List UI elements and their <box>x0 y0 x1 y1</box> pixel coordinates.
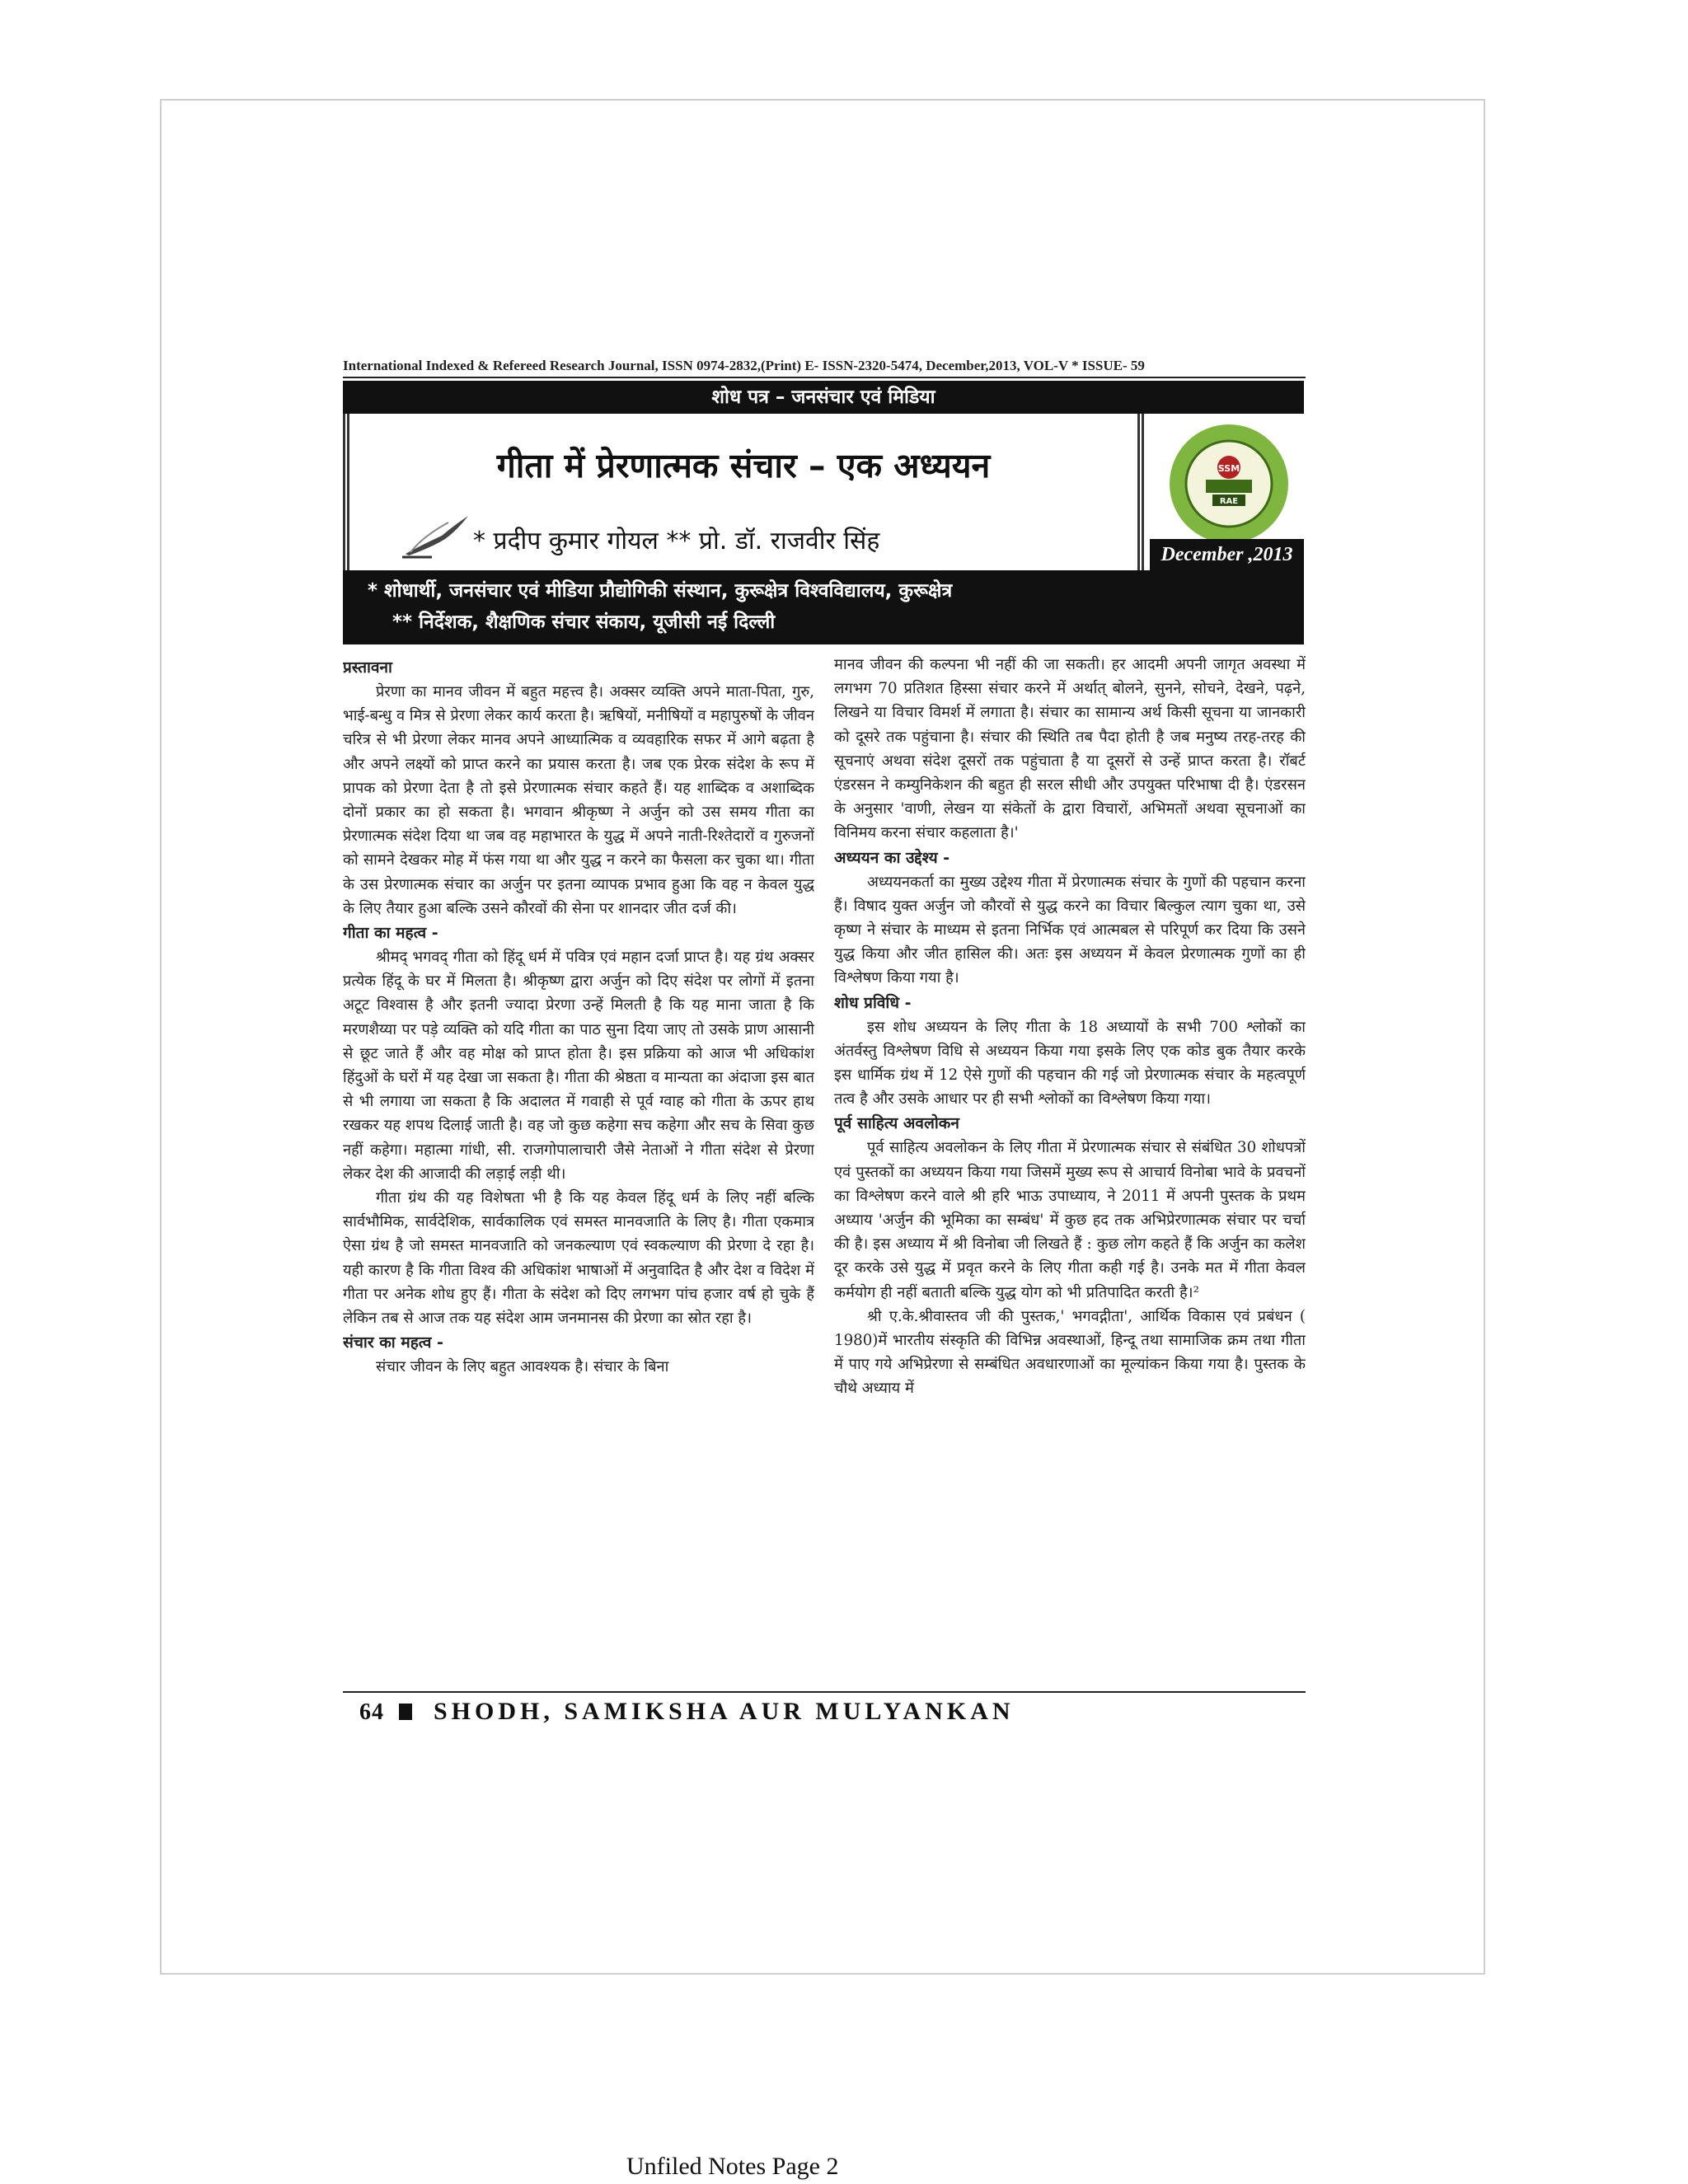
notes-page-caption: Unfiled Notes Page 2 <box>626 2153 839 2180</box>
quill-pen-icon <box>399 511 473 560</box>
heading-communication-importance: संचार का महत्व - <box>343 1333 443 1352</box>
footer-rule <box>343 1691 1306 1693</box>
paragraph: प्रेरणा का मानव जीवन में बहुत महत्त्व है। अक्सर व्यक्ति अपने माता-पिता, गुरु, भाई-बन्धु व मित्र से प्रेरणा लेकर कार्य करता है। ऋषियों, मनीषियों व महापुरुषों के जीवन चरित्र से भी प्रेरणा लेकर मानव अपने आध्यात्मिक व व्यवहारिक सफर में आगे बढ़ता है और अपने लक्ष्यों को प्राप्त करने का प्रयास करता है। जब एक प्रेरक संदेश के रूप में प्रापक को प्रेरणा देता है तो इसे प्रेरणात्मक संचार कहते हैं। यह शाब्दिक व अशाब्दिक दोनों प्रकार का हो सकता है। भगवान श्रीकृष्ण ने अर्जुन को उस समय गीता का प्रेरणात्मक संदेश दिया था जब वह महाभारत के युद्ध में अपने नाती-रिश्तेदारों व गुरुजनों को सामने देखकर मोह में फंस गया था और युद्ध न करने का फैसला कर चुका था। गीता के उस प्रेरणात्मक संचार का अर्जुन पर इतना व्यापक प्रभाव हुआ कि वह न केवल युद्ध के लिए तैयार हुआ बल्कि उसने कौरवों की सेना पर शानदार जीत दर्ज की। <box>343 683 814 917</box>
heading-research-method: शोध प्रविधि - <box>834 993 912 1012</box>
heading-gita-importance: गीता का महत्व - <box>343 924 438 943</box>
page-number: 64 <box>359 1699 384 1725</box>
square-bullet-icon <box>399 1704 412 1720</box>
journal-header: International Indexed & Refereed Research Journal, ISSN 0974-2832,(Print) E- ISSN-2320-5474, December,2013, VOL-V * ISSUE- 59 <box>343 358 1306 378</box>
paragraph: श्री ए.के.श्रीवास्तव जी की पुस्तक,' भगवद्गीता', आर्थिक विकास एवं प्रबंधन ( 1980)में भारतीय संस्कृति की विभिन्न अवस्थाओं, हिन्दू तथा सामाजिक क्रम तथा गीता में पाए गये अभिप्रेरणा से सम्बंधित अवधारणाओं का मूल्यांकन किया गया है। पुस्तक के चौथे अध्याय में <box>834 1307 1306 1398</box>
paragraph: संचार जीवन के लिए बहुत आवश्यक है। संचार के बिना <box>376 1358 669 1376</box>
section-bar: शोध पत्र – जनसंचार एवं मिडिया <box>343 381 1304 414</box>
title-box <box>343 414 1144 570</box>
paragraph: अध्ययनकर्ता का मुख्य उद्देश्य गीता में प्रेरणात्मक संचार के गुणों की पहचान करना हैं। विषाद युक्त अर्जुन जो कौरवों से युद्ध करने का विचार बिल्कुल त्याग चुका था, उसे कृष्ण ने संचार के माध्यम से इतना निर्भिक एवं आत्मबल से परिपूर्ण कर दिया कि उसने युद्ध किया और जीत हासिल की। अतः इस अध्ययन में केवल प्रेरणात्मक गुणों का ही विश्लेषण किया गया है। <box>834 873 1306 987</box>
article-title: गीता में प्रेरणात्मक संचार – एक अध्ययन <box>496 446 991 485</box>
paragraph: गीता ग्रंथ की यह विशेषता भी है कि यह केवल हिंदू धर्म के लिए नहीं बल्कि सार्वभौमिक, सार्वदेशिक, सार्वकालिक एवं समस्त मानवजाति के लिए है। गीता एकमात्र ऐसा ग्रंथ है जो समस्त मानवजाति को जनकल्याण एवं स्वकल्याण की प्रेरणा दे रहा है। यही कारण है कि गीता विश्व की अधिकांश भाषाओं में अनुवादित है और देश व विदेश में गीता पर अनेक शोध हुए हैं। गीता के संदेश को दिए लगभग पांच हजार वर्ष हो चुके हैं लेकिन तब से आज तक यह संदेश आम जनमानस की प्रेरणा का स्रोत रहा है। <box>343 1189 814 1328</box>
paragraph: इस शोध अध्ययन के लिए गीता के 18 अध्यायों के सभी 700 श्लोकों का अंतर्वस्तु विश्लेषण विधि से अध्ययन किया गया इसके लिए एक कोड बुक तैयार करके इस धार्मिक ग्रंथ में 12 ऐसे गुणों की पहचान की गई जो प्रेरणात्मक संचार के महत्वपूर्ण तत्व है और उसके आधार पर ही सभी श्लोकों का विश्लेषण किया गया। <box>834 1018 1306 1108</box>
paragraph: मानव जीवन की कल्पना भी नहीं की जा सकती। हर आदमी अपनी जागृत अवस्था में लगभग 70 प्रतिशत हिस्सा संचार करने में अर्थात् बोलने, सुनने, सोचने, देखने, पढ़ने, लिखने या विचार विमर्श में लगाता है। संचार का सामान्य अर्थ किसी सूचना या जानकारी को दूसरे तक पहुंचाना है। संचार की स्थिति तब पैदा होती है जब मनुष्य तरह-तरह की सूचनाएं अथवा संदेश दूसरों तक पहुंचाता है या दूसरों से उन्हें प्राप्त करता है। रॉबर्ट एंडरसन ने कम्युनिकेशन की बहुत ही सरल सीधी और उपयुक्त परिभाषा दी है। एंडरसन के अनुसार 'वाणी, लेखन या संकेतों के द्वारा विचारों, अभिमतों अथवा सूचनाओं का विनिमय करना संचार कहलाता है।' <box>834 656 1306 842</box>
affiliations <box>343 570 1304 644</box>
seal-center-text: SSM <box>1217 463 1240 474</box>
journal-name: SHODH, SAMIKSHA AUR MULYANKAN <box>434 1698 1015 1725</box>
affiliation-1: * शोधार्थी, जनसंचार एवं मीडिया प्रौद्योगिकी संस्थान, कुरूक्षेत्र विश्वविद्यालय, कुरूक्षेत्र <box>368 580 953 602</box>
authors: * प्रदीप कुमार गोयल ** प्रो. डॉ. राजवीर सिंह <box>473 527 880 555</box>
right-column <box>834 653 1306 1683</box>
seal-lower-text: RAE <box>1219 497 1239 506</box>
affiliation-2: ** निर्देशक, शैक्षणिक संचार संकाय, यूजीसी नई दिल्ली <box>392 612 776 633</box>
heading-study-objective: अध्ययन का उद्देश्य - <box>834 848 950 867</box>
paragraph: श्रीमद् भगवद् गीता को हिंदू धर्म में पवित्र एवं महान दर्जा प्राप्त है। यह ग्रंथ अक्सर प्रत्येक हिंदू के घर में मिलता है। श्रीकृष्ण द्वारा अर्जुन को दिए संदेश पर लोगों में इतना अटूट विश्वास है और इतनी ज्यादा प्रेरणा उन्हें मिलती है कि यह माना जाता है कि मरणशैय्या पर पड़े व्यक्ति को यदि गीता का पाठ सुना दिया जाए तो उसके प्राण आसानी से छूट जाते हैं और वह मोक्ष को प्राप्त होता है। इस प्रक्रिया को आज भी अधिकांश हिंदुओं के घरों में यह देखा जा सकता है। गीता की श्रेष्ठता व मान्यता का अंदाजा इस बात से भी लगाया जा सकता है कि अदालत में गवाही से पूर्व ग्वाह को गीता के ऊपर हाथ रखकर यह शपथ दिलाई जाती है। वह जो कुछ कहेगा सच कहेगा और सच के सिवा कुछ नहीं कहेगा। महात्मा गांधी, सी. राजगोपालाचारी जैसे नेताओं ने गीता संदेश से प्रेरणा लेकर देश की आजादी की लड़ाई लड़ी थी। <box>343 949 814 1183</box>
paragraph: पूर्व साहित्य अवलोकन के लिए गीता में प्रेरणात्मक संचार से संबंधित 30 शोधपत्रों एवं पुस्तकों का अध्ययन किया गया जिसमें मुख्य रूप से आचार्य विनोबा भावे के प्रवचनों का विश्लेषण करने वाले श्री हरि भाऊ उपाध्याय, ने 2011 में अपनी पुस्तक के प्रथम अध्याय 'अर्जुन की भूमिका का सम्बंध' में कुछ हद तक अभिप्रेरणात्मक संचार पर चर्चा की है। इस अध्याय में श्री विनोबा जी लिखते हैं : कुछ लोग कहते हैं कि अर्जुन का कलेश दूर करके उसे युद्ध में प्रवृत करने के लिए गीता कही गई है। उनके मत में गीता केवल कर्मयोग ही नहीं बताती बल्कि युद्ध योग को भी प्रतिपादित करती है।² <box>834 1139 1306 1301</box>
journal-seal-icon <box>1167 422 1291 546</box>
page-footer <box>359 1698 1015 1726</box>
left-column <box>343 655 814 1685</box>
heading-introduction: प्रस्तावना <box>343 658 392 677</box>
date-badge: December ,2013 <box>1150 539 1304 570</box>
heading-literature-review: पूर्व साहित्य अवलोकन <box>834 1114 959 1133</box>
